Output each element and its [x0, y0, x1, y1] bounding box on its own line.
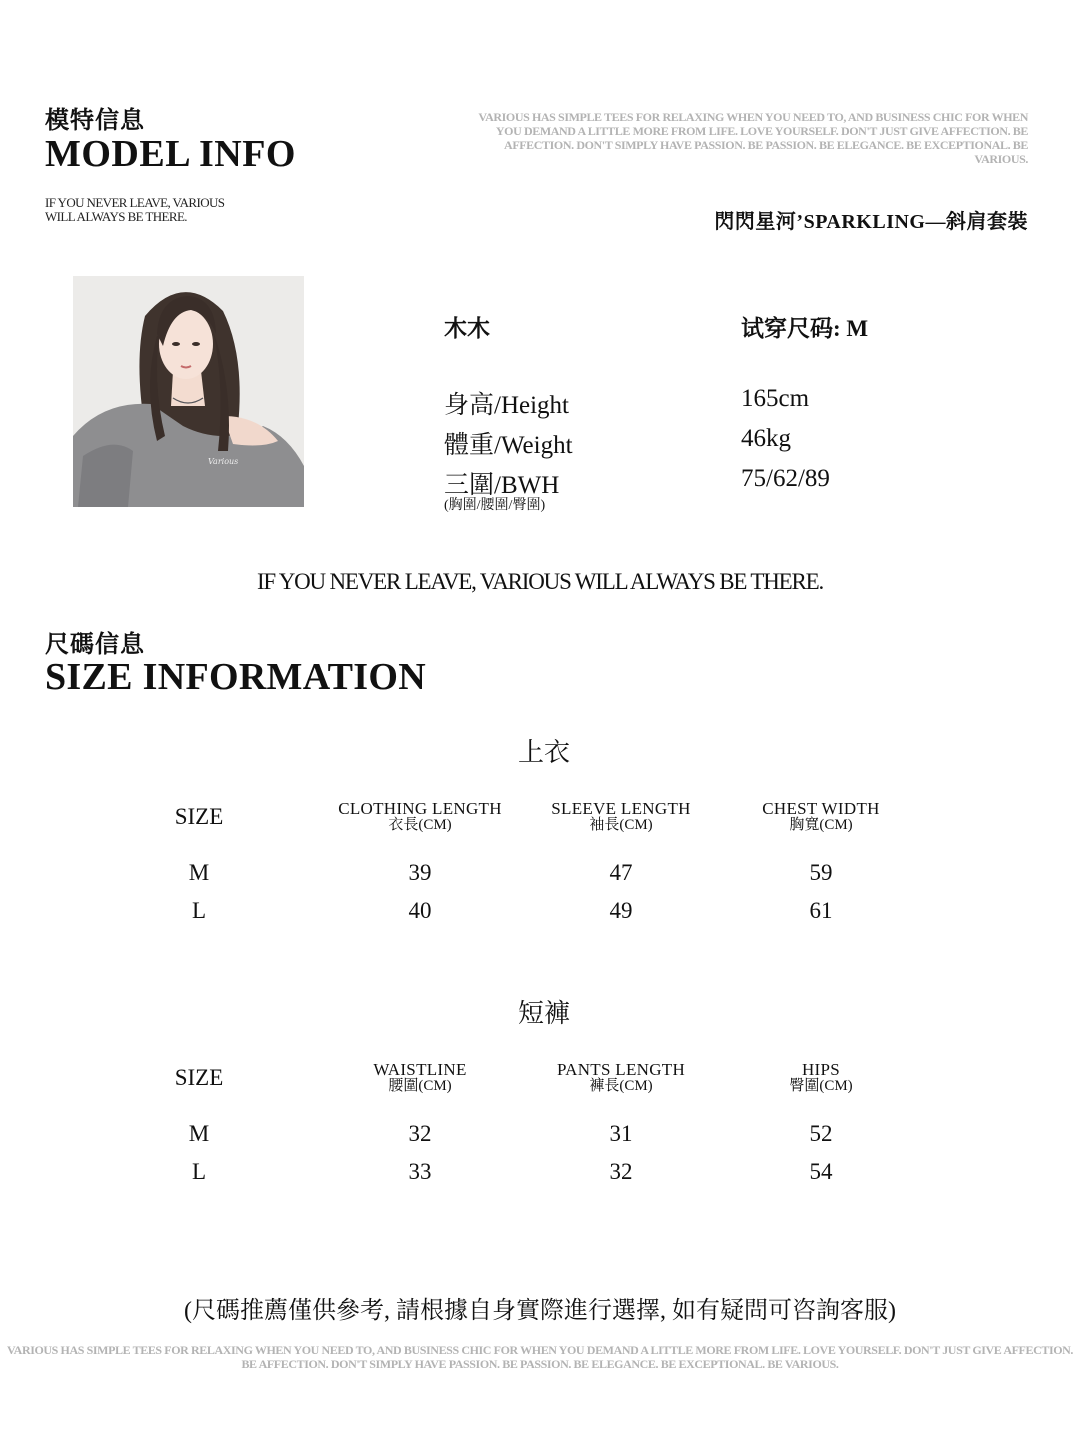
table-cell: 49	[609, 898, 633, 923]
row-size: L	[191, 898, 207, 923]
table-cell: 54	[809, 1159, 833, 1184]
column-header-en: SLEEVE LENGTH	[551, 799, 691, 818]
model-name: 木木	[444, 316, 490, 341]
column-header	[711, 1061, 931, 1094]
row-size: M	[188, 1121, 210, 1146]
footer-paragraph: VARIOUS HAS SIMPLE TEES FOR RELAXING WHEN YOU NEED TO, AND BUSINESS CHIC FOR WHEN YOU DEMAND A LITTLE MORE FROM LIFE. LOVE YOURSELF. DON'T JUST GIVE AFFECTION. BE AFFECTION. DON'T SIMPLY HAVE PASSION. BE PASSION. BE ELEGANCE. BE EXCEPTIONAL. BE VARIOUS.	[6, 1343, 1074, 1371]
product-name: 閃閃星河’SPARKLING—斜肩套裝	[714, 211, 1028, 233]
column-header-cn: 臀圍(CM)	[789, 1078, 853, 1094]
slogan: IF YOU NEVER LEAVE, VARIOUS WILL ALWAYS BE THERE.	[256, 569, 824, 594]
row-size: L	[191, 1159, 207, 1184]
height-value: 165cm	[741, 385, 810, 412]
column-header	[310, 1061, 530, 1094]
column-header-cn: 胸寬(CM)	[789, 817, 853, 833]
tagline: IF YOU NEVER LEAVE, VARIOUS WILL ALWAYS BE THERE.	[45, 195, 225, 224]
bwh-label: 三圍/BWH	[444, 472, 560, 499]
size-info-title-cn: 尺碼信息	[45, 632, 145, 658]
size-header: SIZE	[174, 804, 224, 829]
column-header-en: HIPS	[801, 1060, 841, 1079]
column-header-en: CHEST WIDTH	[762, 799, 880, 818]
shorts-table-title: 短褲	[517, 999, 570, 1028]
bwh-value: 75/62/89	[741, 465, 830, 492]
column-header-cn: 褲長(CM)	[589, 1078, 653, 1094]
size-disclaimer: (尺碼推薦僅供參考, 請根據自身實際進行選擇, 如有疑問可咨詢客服)	[184, 1298, 896, 1324]
model-info-title-en: MODEL INFO	[45, 133, 296, 175]
weight-value: 46kg	[741, 425, 791, 452]
table-cell: 52	[809, 1121, 833, 1146]
column-header	[310, 800, 530, 833]
trial-size: 试穿尺码: M	[741, 316, 869, 341]
table-cell: 31	[609, 1121, 633, 1146]
height-label: 身高/Height	[444, 392, 569, 419]
table-cell: 40	[408, 898, 432, 923]
column-header-cn: 腰圍(CM)	[388, 1078, 452, 1094]
column-header-cn: 衣長(CM)	[388, 817, 452, 833]
svg-text:Various: Various	[208, 457, 239, 466]
column-header	[511, 800, 731, 833]
table-cell: 59	[809, 860, 833, 885]
column-header	[711, 800, 931, 833]
weight-label: 體重/Weight	[444, 432, 573, 459]
column-header-cn: 袖長(CM)	[589, 817, 653, 833]
top-table-title: 上衣	[517, 738, 570, 767]
table-cell: 32	[609, 1159, 633, 1184]
row-size: M	[188, 860, 210, 885]
bwh-note: (胸圍/腰圍/臀圍)	[444, 498, 546, 513]
size-info-title-en: SIZE INFORMATION	[45, 656, 426, 698]
table-cell: 39	[408, 860, 432, 885]
table-cell: 33	[408, 1159, 432, 1184]
size-header: SIZE	[174, 1065, 224, 1090]
column-header-en: CLOTHING LENGTH	[338, 799, 502, 818]
model-photo	[73, 276, 304, 507]
table-cell: 47	[609, 860, 633, 885]
brand-paragraph: VARIOUS HAS SIMPLE TEES FOR RELAXING WHEN YOU NEED TO, AND BUSINESS CHIC FOR WHEN YOU DEMAND A LITTLE MORE FROM LIFE. LOVE YOURSELF. DON'T JUST GIVE AFFECTION. BE AFFECTION. DON'T SIMPLY HAVE PASSION. BE PASSION. BE ELEGANCE. BE EXCEPTIONAL. BE VARIOUS.	[478, 110, 1028, 166]
table-cell: 32	[408, 1121, 432, 1146]
model-info-title-cn: 模特信息	[45, 108, 145, 134]
table-cell: 61	[809, 898, 833, 923]
column-header	[511, 1061, 731, 1094]
column-header-en: WAISTLINE	[373, 1060, 467, 1079]
column-header-en: PANTS LENGTH	[556, 1060, 686, 1079]
